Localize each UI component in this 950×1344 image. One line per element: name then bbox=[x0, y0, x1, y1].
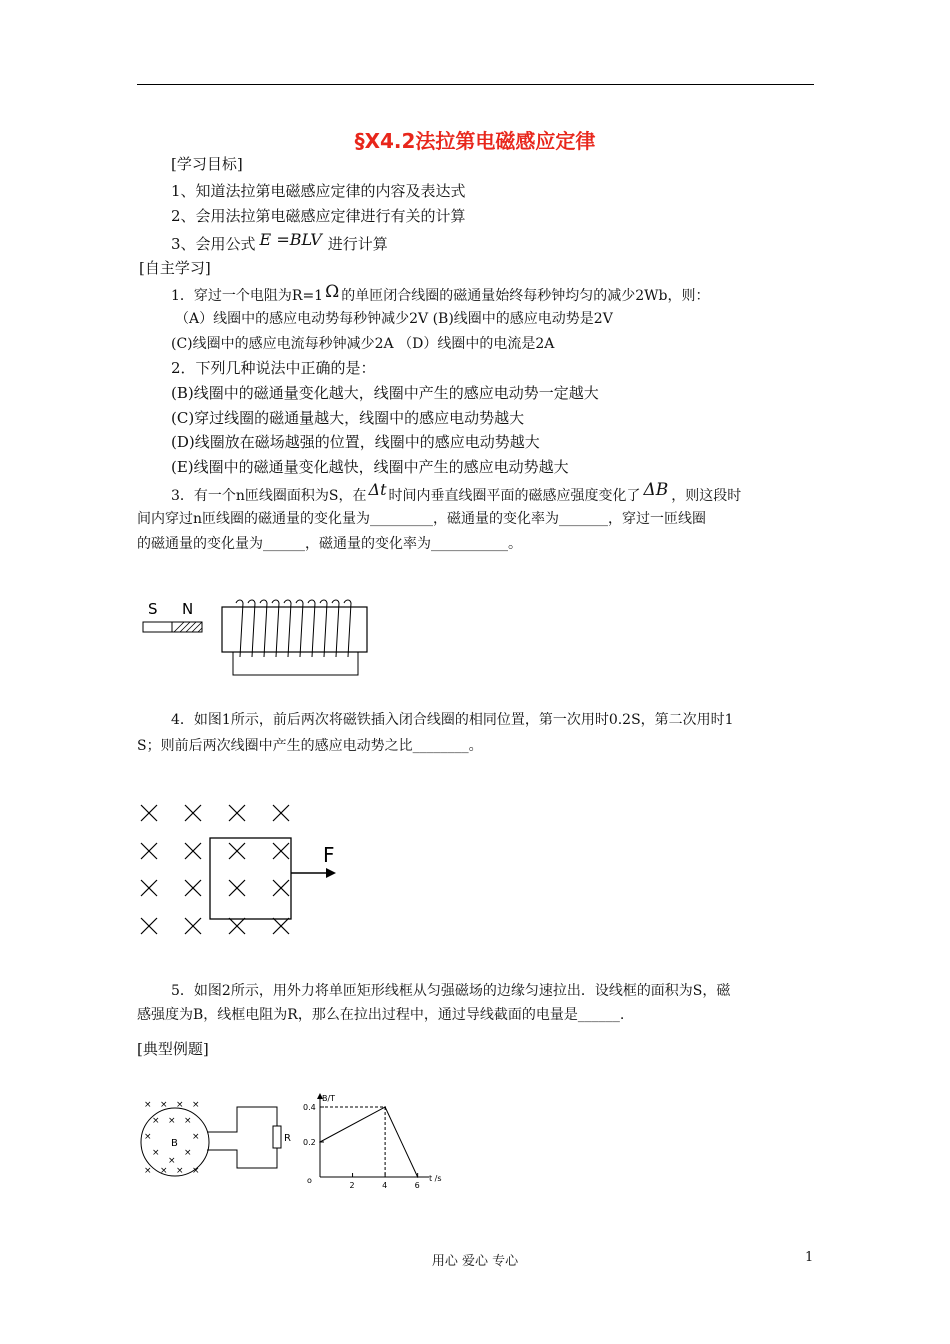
field-cross: × bbox=[184, 1148, 192, 1158]
self-study-heading: [自主学习] bbox=[139, 259, 211, 277]
question-3-part2: 时间内垂直线圈平面的磁感应强度变化了 bbox=[388, 488, 641, 504]
force-label: F bbox=[323, 843, 335, 867]
field-cross bbox=[229, 918, 245, 934]
header-rule bbox=[137, 84, 814, 85]
field-cross: × bbox=[144, 1132, 152, 1142]
data-point bbox=[319, 1141, 321, 1143]
field-cross bbox=[229, 805, 245, 821]
page-title: §X4.2法拉第电磁感应定律 bbox=[354, 129, 596, 153]
question-2-option: (B)线圈中的磁通量变化越大，线圈中产生的感应电动势一定越大 bbox=[171, 384, 599, 402]
question-1-options-ab: （A）线圈中的感应电动势每秒钟减少2V (B)线圈中的感应电动势是2V bbox=[175, 311, 613, 327]
field-cross bbox=[229, 843, 245, 859]
question-5-line-1: 5．如图2所示，用外力将单匝矩形线框从匀强磁场的边缘匀速拉出．设线框的面积为S，磁 bbox=[171, 983, 731, 999]
delta-t-symbol: Δt bbox=[368, 480, 387, 499]
objective-item-text: 3、会用公式 bbox=[171, 235, 256, 253]
field-cross bbox=[273, 843, 289, 859]
field-cross bbox=[185, 918, 201, 934]
formula-ebl: E =BLV bbox=[259, 230, 322, 249]
omega-symbol: Ω bbox=[325, 282, 340, 302]
field-cross: × bbox=[192, 1166, 200, 1176]
objective-item-suffix: 进行计算 bbox=[327, 235, 388, 253]
field-cross bbox=[185, 843, 201, 859]
question-3-part1: 3．有一个n匝线圈面积为S，在 bbox=[171, 488, 367, 504]
y-tick-label: 0.4 bbox=[303, 1103, 316, 1112]
delta-b-symbol: ΔB bbox=[643, 480, 669, 500]
question-4-line-1: 4．如图1所示，前后两次将磁铁插入闭合线圈的相同位置，第一次用时0.2S，第二次用时1 bbox=[171, 712, 734, 728]
field-cross: × bbox=[176, 1166, 184, 1176]
field-b-label: B bbox=[171, 1138, 178, 1149]
field-cross bbox=[229, 880, 245, 896]
field-cross: × bbox=[184, 1116, 192, 1126]
field-cross: × bbox=[168, 1156, 176, 1166]
page-number: 1 bbox=[805, 1250, 814, 1265]
field-cross: × bbox=[192, 1100, 200, 1110]
chart-plot-area bbox=[303, 1093, 442, 1190]
question-4-line-2: S；则前后两次线圈中产生的感应电动势之比________。 bbox=[137, 738, 483, 754]
field-cross: × bbox=[176, 1100, 184, 1110]
field-cross: × bbox=[160, 1166, 168, 1176]
field-cross bbox=[185, 805, 201, 821]
question-1-options-cd: (C)线圈中的感应电流每秒钟减少2A （D）线圈中的电流是2A bbox=[171, 336, 555, 352]
force-arrow-head bbox=[326, 868, 336, 878]
objective-item: 2、会用法拉第电磁感应定律进行有关的计算 bbox=[171, 207, 466, 225]
examples-heading: [典型例题] bbox=[137, 1040, 209, 1058]
question-5-line-2: 感强度为B，线框电阻为R，那么在拉出过程中，通过导线截面的电量是______. bbox=[137, 1007, 625, 1023]
data-point bbox=[384, 1106, 386, 1108]
field-cross bbox=[273, 805, 289, 821]
magnet-n-hatch bbox=[174, 622, 202, 632]
x-axis-label: t /s bbox=[429, 1174, 442, 1183]
field-cross: × bbox=[144, 1100, 152, 1110]
objective-item: 1、知道法拉第电磁感应定律的内容及表达式 bbox=[171, 182, 466, 200]
field-cross bbox=[185, 880, 201, 896]
question-2-option: (E)线圈中的磁通量变化越快，线圈中产生的感应电动势越大 bbox=[171, 458, 569, 476]
field-cross: × bbox=[168, 1116, 176, 1126]
coil-windings bbox=[236, 600, 351, 657]
question-3-line-3: 的磁通量的变化量为______，磁通量的变化率为___________。 bbox=[137, 536, 522, 552]
y-axis-label: B/T bbox=[322, 1094, 336, 1103]
question-2-stem: 2．下列几种说法中正确的是： bbox=[171, 359, 376, 377]
field-cross bbox=[141, 918, 157, 934]
bt-chart bbox=[300, 1085, 440, 1200]
footer-motto: 用心 爱心 专心 bbox=[431, 1254, 519, 1269]
field-cross: × bbox=[192, 1132, 200, 1142]
field-cross bbox=[141, 843, 157, 859]
resistor bbox=[273, 1126, 281, 1148]
magnet-s-label: S bbox=[148, 600, 158, 618]
magnet-n-label: N bbox=[182, 600, 194, 618]
question-2-option: (C)穿过线圈的磁通量越大，线圈中的感应电动势越大 bbox=[171, 409, 525, 427]
field-cross: × bbox=[160, 1100, 168, 1110]
magnetic-field-crosses bbox=[141, 805, 289, 934]
field-cross bbox=[273, 918, 289, 934]
objectives-heading: [学习目标] bbox=[171, 155, 243, 173]
resistor-label: R bbox=[284, 1133, 291, 1144]
origin-label: o bbox=[307, 1176, 312, 1185]
field-cross bbox=[141, 880, 157, 896]
figure-3-circuit bbox=[137, 1090, 297, 1195]
x-tick-label: 2 bbox=[349, 1181, 355, 1190]
question-3-line-1 bbox=[171, 480, 742, 507]
question-1-text-b: 的单匝闭合线圈的磁通量始终每秒钟均匀的减少2Wb，则： bbox=[341, 288, 710, 304]
field-cross bbox=[141, 805, 157, 821]
question-2-option: (D)线圈放在磁场越强的位置，线圈中的感应电动势越大 bbox=[171, 433, 540, 451]
circuit-wire bbox=[207, 1107, 277, 1168]
field-cross: × bbox=[152, 1116, 160, 1126]
field-cross bbox=[273, 880, 289, 896]
field-cross: × bbox=[144, 1166, 152, 1176]
field-cross: × bbox=[152, 1148, 160, 1158]
objective-item bbox=[171, 230, 388, 255]
figure-2-field-loop bbox=[130, 795, 370, 945]
question-3-line-2: 间内穿过n匝线圈的磁通量的变化量为_________，磁通量的变化率为_______，穿过一匝线圈 bbox=[137, 511, 707, 527]
data-point bbox=[417, 1176, 419, 1178]
question-1-stem bbox=[171, 284, 709, 307]
rectangular-loop bbox=[210, 838, 291, 919]
coil-core bbox=[222, 607, 367, 652]
x-tick-label: 6 bbox=[414, 1181, 420, 1190]
series-line-b bbox=[320, 1107, 418, 1177]
question-3-part3: ，则这段时 bbox=[671, 488, 742, 504]
figure-1-magnet-coil bbox=[140, 595, 380, 685]
question-1-text-a: 1．穿过一个电阻为R=1 bbox=[171, 288, 324, 304]
y-tick-label: 0.2 bbox=[303, 1138, 316, 1147]
x-tick-label: 4 bbox=[382, 1181, 388, 1190]
